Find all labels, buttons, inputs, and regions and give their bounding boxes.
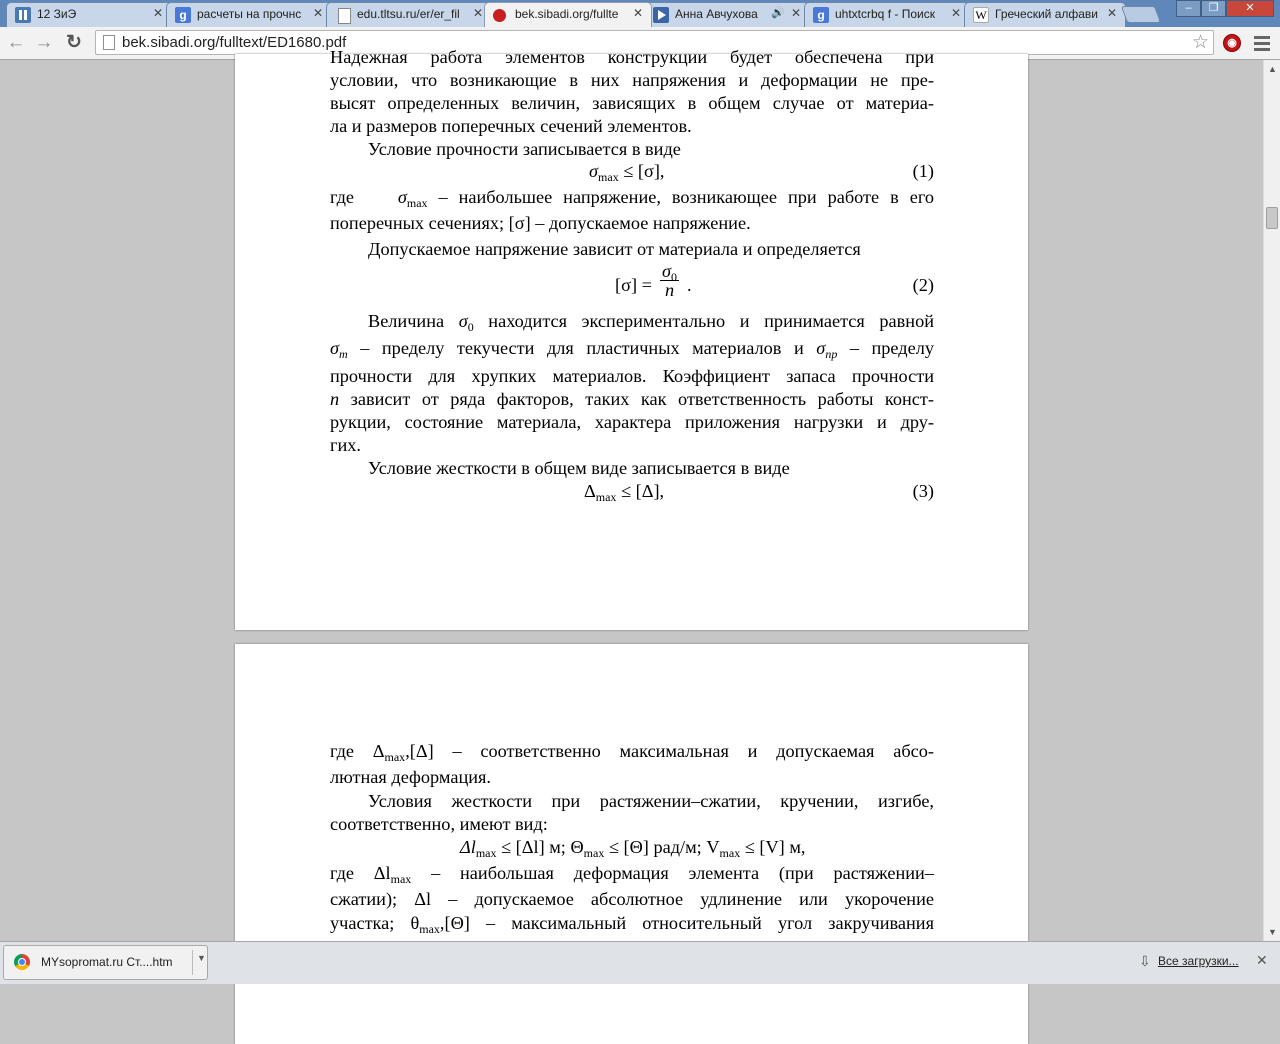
tab-1[interactable]: [6, 2, 172, 27]
dropdown-arrow-icon[interactable]: ▼: [197, 953, 206, 963]
tab-title: uhtxtcrbq f - Поиск: [835, 7, 935, 21]
pdf-icon: [493, 9, 506, 22]
text-line: Условие жесткости в общем виде записывается в виде: [368, 458, 790, 478]
close-icon[interactable]: ✕: [632, 6, 643, 20]
tab-title: edu.tltsu.ru/er/er_fil: [357, 7, 460, 21]
text-line: Условие прочности записывается в виде: [368, 139, 681, 159]
close-shelf-icon[interactable]: ✕: [1256, 952, 1268, 968]
tab-4-active[interactable]: [484, 2, 652, 27]
close-icon[interactable]: ✕: [950, 6, 961, 20]
close-icon[interactable]: ✕: [1106, 6, 1117, 20]
maximize-button[interactable]: ❐: [1201, 0, 1226, 17]
scroll-up-arrow-icon[interactable]: ▲: [1268, 64, 1277, 74]
text-line: где $\sigma_{max}$ – наибольшее напряжение, возникающее при работе в его: [330, 187, 934, 210]
close-icon[interactable]: ✕: [152, 6, 163, 20]
text-line: поперечных сечениях; [σ] – допускаемое напряжение.: [330, 213, 751, 233]
pdf-page-1: [235, 47, 1028, 630]
reload-button[interactable]: ↻: [66, 32, 82, 53]
forward-button[interactable]: →: [34, 32, 54, 53]
text-line: рукции, состояние материала, характера приложения нагрузки и дру-: [330, 412, 934, 432]
page-icon: [103, 35, 115, 50]
text-line: n зависит от ряда факторов, таких как ответственность работы конст-: [330, 389, 934, 409]
pdf-page-2: [235, 644, 1028, 1044]
close-icon[interactable]: ✕: [472, 6, 483, 20]
equation-1: $\sigma_{max} \le [\sigma]$, (1): [589, 161, 934, 184]
download-item[interactable]: [3, 945, 208, 980]
document-icon: [338, 8, 351, 24]
google-icon: g: [813, 7, 829, 23]
equation-number: (3): [912, 481, 934, 501]
pause-icon: [15, 7, 31, 23]
text-line: прочности для хрупких материалов. Коэффициент запаса прочности: [330, 366, 934, 386]
text-line: соответственно, имеют вид:: [330, 814, 548, 834]
text-line: $\sigma_т$ – пределу текучести для пластичных материалов и $\sigma_{пр}$ – пределу: [330, 338, 934, 361]
text-line: гих.: [330, 435, 361, 455]
equation-2: [σ] = $\frac{\sigma_0}{n}$ . (2): [615, 261, 934, 301]
text-line: сжатии); Δl – допускаемое абсолютное удлинение или укорочение: [330, 889, 934, 909]
scroll-down-arrow-icon[interactable]: ▼: [1268, 927, 1277, 937]
download-shelf: [0, 941, 1280, 984]
equation-4: $\Delta l_{max} \le [\Delta l]$ м; $\Theta_{max} \le [\Theta]$ рад/м; $V_{max} \le [V]$ м,: [460, 837, 806, 860]
text-line: Величина $\sigma_0$ находится экспериментально и принимается равной: [368, 311, 935, 334]
minimize-button[interactable]: –: [1176, 0, 1201, 17]
text-line: где $\Delta l_{max}$ – наибольшая деформация элемента (при растяжении–: [330, 863, 934, 886]
new-tab-button[interactable]: [1121, 6, 1161, 23]
close-icon[interactable]: ✕: [312, 6, 323, 20]
download-filename[interactable]: MYsopromat.ru Ст....htm: [41, 955, 173, 969]
equation-3: $\Delta_{max} \le [\Delta]$, (3): [584, 481, 934, 504]
google-icon: g: [175, 7, 191, 23]
text-line: Допускаемое напряжение зависит от материала и определяется: [368, 239, 861, 259]
speaker-icon: 🔊: [771, 7, 785, 19]
close-icon[interactable]: ✕: [790, 6, 801, 20]
tab-3[interactable]: [326, 2, 492, 27]
text-line: высят определенных величин, зависящих в общем случае от материа-: [330, 93, 934, 113]
play-icon: [653, 7, 669, 23]
tab-title: 12 ЗиЭ: [37, 7, 77, 21]
tab-title: расчеты на прочнс: [197, 7, 302, 21]
menu-icon[interactable]: [1252, 33, 1272, 53]
chrome-file-icon: [14, 954, 30, 970]
adblock-icon[interactable]: ◉: [1223, 34, 1241, 52]
tab-7[interactable]: [964, 2, 1126, 27]
tab-title: Греческий алфави: [995, 7, 1098, 21]
bookmark-star-icon[interactable]: ☆: [1191, 32, 1209, 53]
all-downloads-link[interactable]: Все загрузки...: [1158, 954, 1239, 968]
divider: [192, 950, 193, 975]
pdf-viewer[interactable]: [0, 47, 1280, 941]
text-line: Условия жесткости при растяжении–сжатии, кручении, изгибе,: [368, 791, 934, 811]
back-button[interactable]: ←: [6, 32, 26, 53]
equation-number: (1): [912, 161, 934, 181]
wikipedia-icon: W: [973, 7, 989, 23]
url-text[interactable]: bek.sibadi.org/fulltext/ED1680.pdf: [122, 34, 347, 51]
text-line: участка; $\theta_{max},[\Theta]$ – максимальный относительный угол закручивания: [330, 913, 934, 936]
tab-6[interactable]: [804, 2, 970, 27]
text-line: Надежная работа элементов конструкции будет обеспечена при: [330, 47, 934, 67]
tab-5[interactable]: [644, 2, 810, 27]
scrollbar-thumb[interactable]: [1266, 207, 1278, 229]
tab-2[interactable]: [166, 2, 332, 27]
text-line: лютная деформация.: [330, 767, 491, 787]
tab-strip: [0, 0, 1280, 27]
close-window-button[interactable]: ✕: [1226, 0, 1274, 17]
text-line: условии, что возникающие в них напряжения и деформации не пре-: [330, 70, 934, 90]
equation-number: (2): [912, 275, 934, 295]
tab-title: Анна Авчухова: [675, 7, 758, 21]
text-line: где $\Delta_{max},[\Delta]$ – соответственно максимальная и допускаемая абсо-: [330, 741, 934, 764]
download-arrow-icon: ⇩: [1139, 953, 1151, 969]
tab-title: bek.sibadi.org/fullte: [515, 7, 619, 21]
vertical-scrollbar[interactable]: [1263, 60, 1280, 941]
text-line: ла и размеров поперечных сечений элементов.: [330, 116, 692, 136]
